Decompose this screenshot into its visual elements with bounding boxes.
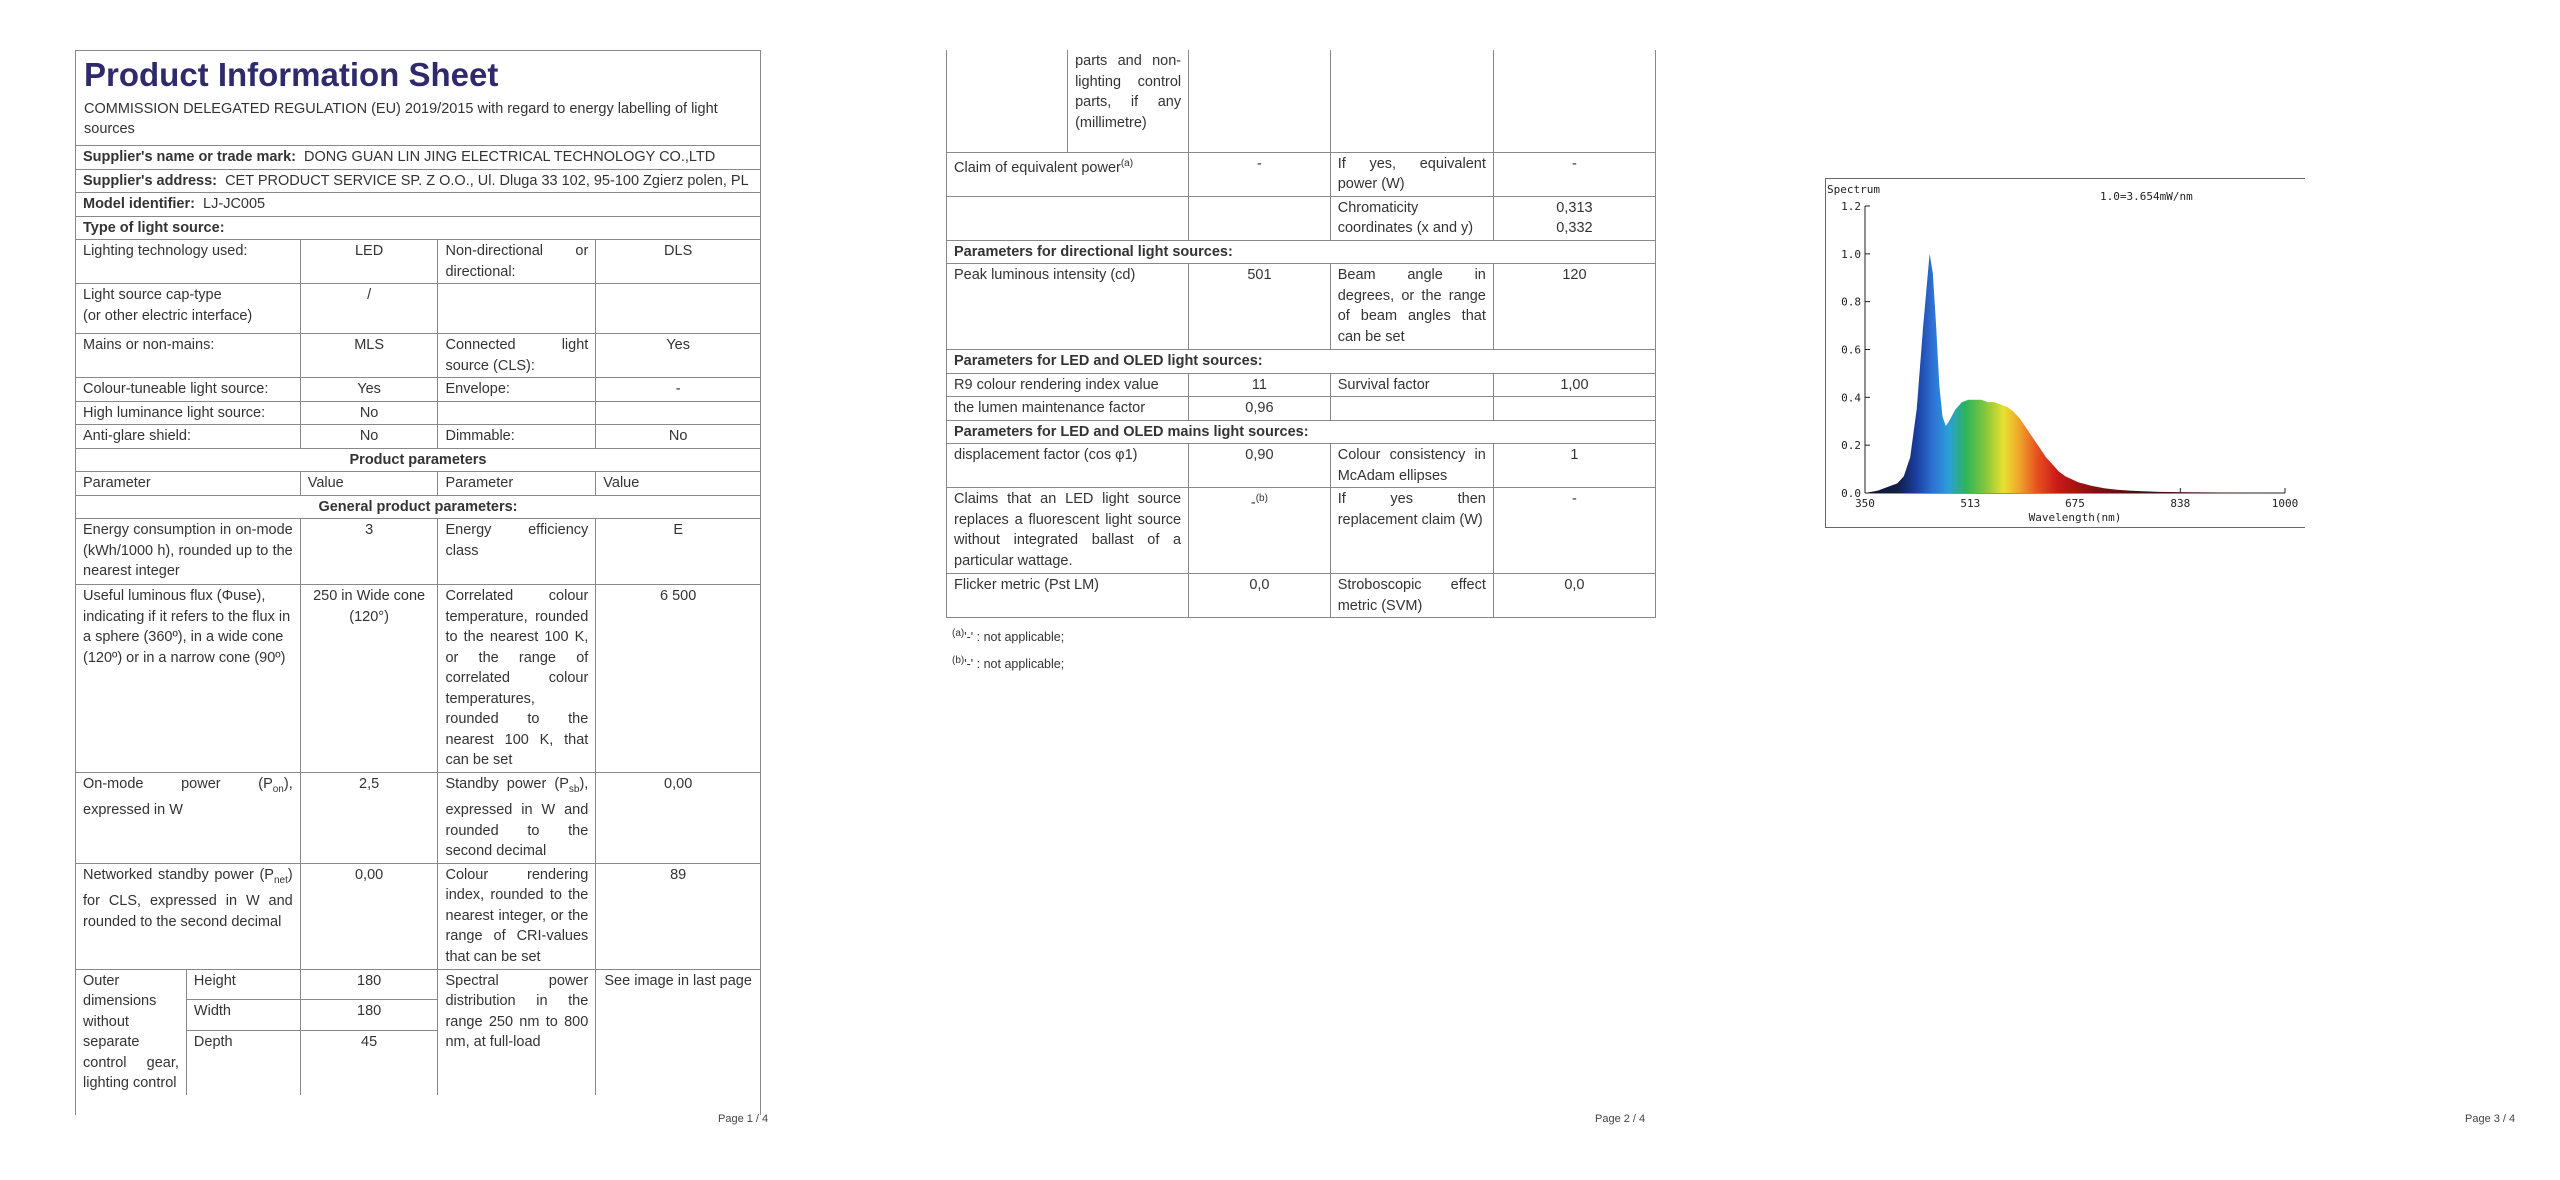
anti-glare-value: No [300, 425, 438, 449]
x-tick-label: 350 [1855, 497, 1875, 510]
cap-label: Light source cap-type (or other electric interface) [76, 284, 301, 334]
stroboscopic-label: Stroboscopic effect metric (SVM) [1330, 574, 1493, 618]
y-tick-label: 0.0 [1841, 487, 1861, 500]
chromaticity-value: 0,313 0,332 [1493, 196, 1655, 240]
flicker-value: 0,0 [1189, 574, 1331, 618]
lumen-maintenance-value: 0,96 [1189, 397, 1331, 421]
flicker-label: Flicker metric (Pst LM) [947, 574, 1189, 618]
header-value-2: Value [596, 472, 761, 496]
width-value: 180 [300, 1000, 438, 1030]
peak-intensity-label: Peak luminous intensity (cd) [947, 264, 1189, 350]
chromaticity-label: Chromaticity coordinates (x and y) [1330, 196, 1493, 240]
x-axis-title: Wavelength(nm) [2028, 511, 2122, 524]
tuneable-value: Yes [300, 378, 438, 402]
height-value: 180 [300, 969, 438, 999]
tech-label: Lighting technology used: [76, 240, 301, 284]
fluorescent-claim-value: -$^{(b)}$ [1189, 488, 1331, 574]
mcadam-label: Colour consistency in McAdam ellipses [1330, 444, 1493, 488]
tuneable-label: Colour-tuneable light source: [76, 378, 301, 402]
stroboscopic-value: 0,0 [1493, 574, 1655, 618]
address-row: Supplier's address: CET PRODUCT SERVICE SP. Z O.O., Ul. Dluga 33 102, 95-100 Zgierz polen, PL [76, 169, 761, 193]
on-mode-power-label: On-mode power $(P_{on})$, expressed in W [76, 773, 301, 864]
chart-subtitle: 1.0=3.654mW/nm [2100, 190, 2193, 203]
y-tick-label: 0.4 [1841, 391, 1861, 405]
displacement-value: 0,90 [1189, 444, 1331, 488]
energy-consumption-value: 3 [300, 519, 438, 585]
displacement-label: displacement factor (cos φ1) [947, 444, 1189, 488]
tech-value: LED [300, 240, 438, 284]
fluorescent-claim-label: Claims that an LED light source replaces a fluorescent light source without integrated ballast of a particular wattage. [947, 488, 1189, 574]
page-number-1: Page 1 / 4 [718, 1113, 769, 1125]
model-row: Model identifier: LJ-JC005 [76, 193, 761, 217]
info-sheet [75, 50, 761, 1115]
y-tick-label: 0.2 [1841, 439, 1861, 453]
chart-title: Spectrum [1827, 183, 1880, 196]
footnote-a: $^{(a)}$'-' : not applicable; [952, 628, 1065, 645]
lumen-maintenance-label: the lumen maintenance factor [947, 397, 1189, 421]
y-tick-label: 1.0 [1841, 247, 1861, 261]
footnotes [946, 622, 1656, 676]
height-label: Height [186, 969, 300, 999]
spectrum-area [1865, 254, 2285, 493]
depth-value: 45 [300, 1030, 438, 1095]
cri-value: 89 [596, 863, 761, 969]
y-tick-label: 0.6 [1841, 343, 1861, 357]
replacement-claim-label: If yes then replacement claim (W) [1330, 488, 1493, 574]
y-tick-label: 0.8 [1841, 295, 1861, 309]
mains-heading: Parameters for LED and OLED mains light sources: [947, 420, 1656, 444]
envelope-value: - [596, 378, 761, 402]
cls-value: Yes [596, 334, 761, 378]
page-number-2: Page 2 / 4 [1595, 1113, 1646, 1125]
networked-standby-label: Networked standby power $(P_{net})$ for CLS, expressed in W and rounded to the second decimal [76, 863, 301, 969]
general-params-heading: General product parameters: [76, 495, 761, 519]
y-tick-label: 1.2 [1841, 200, 1861, 213]
spectral-value: See image in last page [596, 969, 761, 1095]
depth-label: Depth [186, 1030, 300, 1095]
replacement-claim-value: - [1493, 488, 1655, 574]
beam-angle-label: Beam angle in degrees, or the range of beam angles that can be set [1330, 264, 1493, 350]
x-tick-label: 675 [2065, 497, 2085, 510]
product-params-heading: Product parameters [76, 448, 761, 472]
supplier-row: Supplier's name or trade mark: DONG GUAN LIN JING ELECTRICAL TECHNOLOGY CO.,LTD [76, 146, 761, 169]
survival-value: 1,00 [1493, 373, 1655, 397]
regulation-text: COMMISSION DELEGATED REGULATION (EU) 2019/2015 with regard to energy labelling of light sources [76, 97, 760, 146]
efficiency-class-label: Energy efficiency class [438, 519, 596, 585]
continued-label-spacer [947, 50, 1068, 152]
peak-intensity-value: 501 [1189, 264, 1331, 350]
mcadam-value: 1 [1493, 444, 1655, 488]
spectral-label: Spectral power distribution in the range 250 nm to 800 nm, at full-load [438, 969, 596, 1095]
equivalent-power-claim-label: Claim of equivalent power$^{(a)}$ [947, 152, 1189, 196]
header-parameter: Parameter [76, 472, 301, 496]
standby-power-label: Standby power $(P_{sb})$, expressed in W and rounded to the second decimal [438, 773, 596, 864]
efficiency-class-value: E [596, 519, 761, 585]
luminous-flux-label: Useful luminous flux (Φuse), indicating if it refers to the flux in a sphere (360º), in a wide cone (120º) or in a narrow cone (90º) [76, 585, 301, 773]
luminous-flux-value: 250 in Wide cone (120°) [300, 585, 438, 773]
equivalent-power-claim-value: - [1189, 152, 1331, 196]
led-heading: Parameters for LED and OLED light sources: [947, 350, 1656, 374]
header-value: Value [300, 472, 438, 496]
on-mode-power-value: 2,5 [300, 773, 438, 864]
survival-label: Survival factor [1330, 373, 1493, 397]
beam-angle-value: 120 [1493, 264, 1655, 350]
page-number-3: Page 3 / 4 [2465, 1113, 2516, 1125]
x-tick-label: 513 [1960, 497, 1981, 510]
equivalent-power-label: If yes, equivalent power (W) [1330, 152, 1493, 196]
x-tick-label: 1000 [2271, 497, 2299, 510]
mains-label: Mains or non-mains: [76, 334, 301, 378]
continued-label: parts and non-lighting control parts, if any (millimetre) [1068, 50, 1189, 152]
directional-label: Non-directional or directional: [438, 240, 596, 284]
outer-dimensions-label: Outer dimensions without separate control gear, lighting control [76, 969, 187, 1095]
header-parameter-2: Parameter [438, 472, 596, 496]
cls-label: Connected light source (CLS): [438, 334, 596, 378]
envelope-label: Envelope: [438, 378, 596, 402]
page-1 [0, 0, 860, 1180]
cri-label: Colour rendering index, rounded to the nearest integer, or the range of CRI-values that can be set [438, 863, 596, 969]
dimmable-label: Dimmable: [438, 425, 596, 449]
equivalent-power-value: - [1493, 152, 1655, 196]
type-row: Type of light source: [76, 216, 761, 240]
high-lum-label: High luminance light source: [76, 401, 301, 425]
info-table [75, 146, 761, 1095]
r9-label: R9 colour rendering index value [947, 373, 1189, 397]
x-tick-label: 838 [2170, 497, 2191, 510]
spectrum-chart [1825, 178, 2305, 528]
cap-value: / [300, 284, 438, 334]
page-3 [1730, 0, 2560, 1180]
info-sheet-continued [946, 50, 1656, 676]
y-axis [1841, 200, 1870, 500]
cct-label: Correlated colour temperature, rounded to the nearest 100 K, or the range of correlated colour temperatures, rounded to the nearest 100 K, that can be set [438, 585, 596, 773]
anti-glare-label: Anti-glare shield: [76, 425, 301, 449]
mains-value: MLS [300, 334, 438, 378]
standby-power-value: 0,00 [596, 773, 761, 864]
energy-consumption-label: Energy consumption in on-mode (kWh/1000 h), rounded up to the nearest integer [76, 519, 301, 585]
high-lum-value: No [300, 401, 438, 425]
footnote-b: $^{(b)}$'-' : not applicable; [952, 655, 1065, 672]
cct-value: 6 500 [596, 585, 761, 773]
dimmable-value: No [596, 425, 761, 449]
directional-heading: Parameters for directional light sources: [947, 240, 1656, 264]
networked-standby-value: 0,00 [300, 863, 438, 969]
info-table-2 [946, 50, 1656, 618]
width-label: Width [186, 1000, 300, 1030]
page-title: Product Information Sheet [84, 56, 499, 93]
page-2 [860, 0, 1730, 1180]
directional-value: DLS [596, 240, 761, 284]
r9-value: 11 [1189, 373, 1331, 397]
